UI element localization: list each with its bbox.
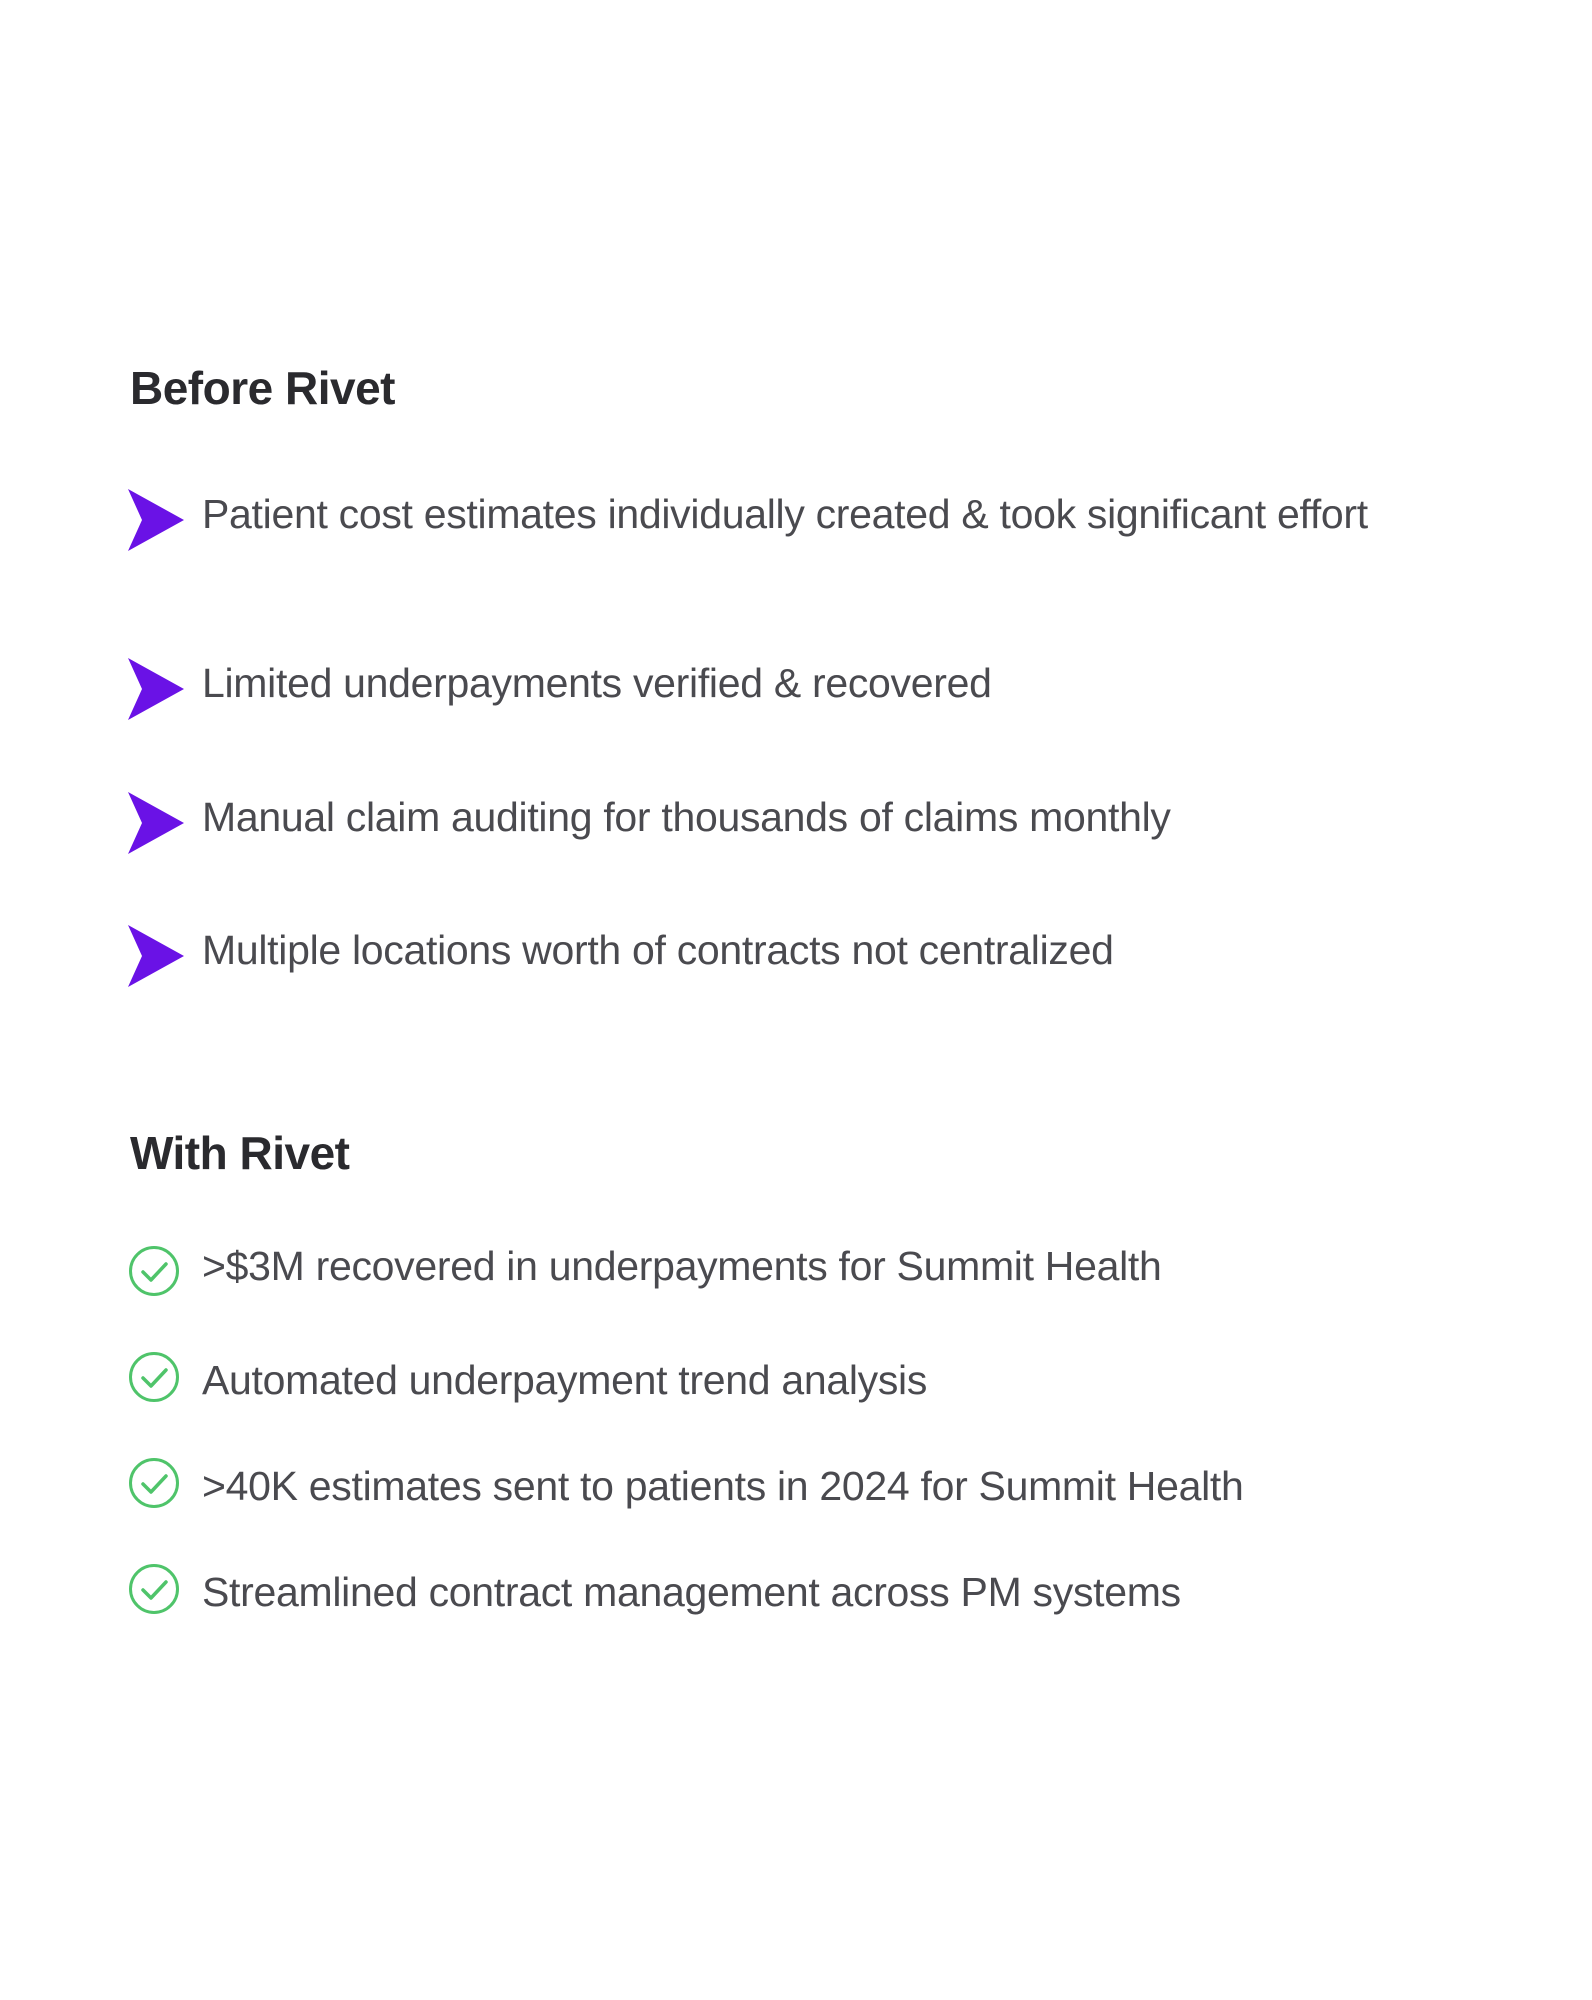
before-item-text: Multiple locations worth of contracts not centralized xyxy=(202,927,1114,973)
arrow-right-icon xyxy=(128,489,184,551)
before-item-text: Patient cost estimates individually created & took significant effort xyxy=(202,491,1368,537)
with-rivet-heading: With Rivet xyxy=(130,1127,350,1179)
with-item-text: >40K estimates sent to patients in 2024 for Summit Health xyxy=(202,1463,1244,1509)
before-rivet-heading: Before Rivet xyxy=(130,362,395,414)
with-item-text: Streamlined contract management across PM systems xyxy=(202,1569,1181,1615)
before-item-text: Manual claim auditing for thousands of claims monthly xyxy=(202,794,1171,840)
with-list-item xyxy=(128,1351,1428,1421)
before-list-item xyxy=(128,788,1428,858)
check-circle-icon xyxy=(128,1245,180,1297)
check-circle-icon xyxy=(128,1563,180,1615)
with-item-text: Automated underpayment trend analysis xyxy=(202,1357,928,1403)
with-item-text: >$3M recovered in underpayments for Summit Health xyxy=(202,1243,1162,1289)
before-list-item xyxy=(128,654,1428,724)
arrow-right-icon xyxy=(128,925,184,987)
with-list-item xyxy=(128,1457,1428,1527)
before-list-item xyxy=(128,921,1428,991)
arrow-right-icon xyxy=(128,658,184,720)
with-list-item xyxy=(128,1235,1428,1305)
before-list-item xyxy=(128,485,1428,625)
arrow-right-icon xyxy=(128,792,184,854)
check-circle-icon xyxy=(128,1351,180,1403)
with-list-item xyxy=(128,1563,1428,1633)
check-circle-icon xyxy=(128,1457,180,1509)
before-item-text: Limited underpayments verified & recovered xyxy=(202,660,992,706)
